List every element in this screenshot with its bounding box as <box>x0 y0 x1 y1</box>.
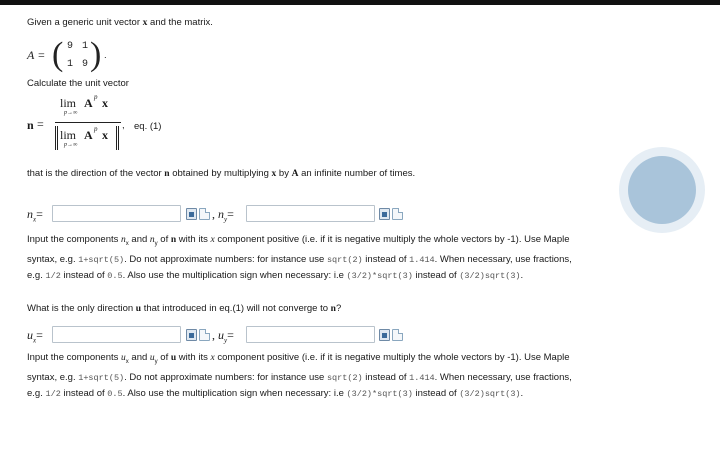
nx-letter: n <box>27 207 33 221</box>
vector-x-symbol: x <box>142 18 148 28</box>
matrix-cell: 1 <box>67 59 74 70</box>
ux-sub: x <box>33 336 37 345</box>
uy-label <box>212 328 234 344</box>
vector-x-symbol: x <box>271 169 277 179</box>
left-paren: ( <box>52 36 64 73</box>
equation-1 <box>27 93 227 159</box>
preview-icon[interactable] <box>199 208 210 220</box>
ny-input[interactable] <box>246 205 375 222</box>
ny-letter: n <box>218 207 224 221</box>
preview-icon[interactable] <box>392 208 403 220</box>
ux-equals: = <box>36 328 43 342</box>
uy-sub: y <box>224 336 228 345</box>
vector-x-num: x <box>102 96 108 110</box>
fraction-bar <box>55 122 121 123</box>
instr-line: Input the components $n_x$ and $n_y$ of n with its x component positive (i.e. if it is negative multiply the whole vectors by -1). Use Maple <box>27 234 570 247</box>
eq-comma: , <box>122 120 125 131</box>
intro-line <box>27 17 213 28</box>
equation-editor-icon[interactable] <box>379 329 390 341</box>
uy-equals: = <box>227 328 234 342</box>
matrix-a-num: A <box>84 96 93 110</box>
task-text: Calculate the unit vector <box>27 78 129 89</box>
matrix-equals: = <box>38 48 45 62</box>
equation-editor-icon[interactable] <box>379 208 390 220</box>
top-bar <box>0 0 720 5</box>
matrix-cell: 9 <box>82 59 89 70</box>
matrix-name: A <box>27 48 35 62</box>
instr-line: syntax, e.g. 1+sqrt(5). Do not approximate numbers: for instance use sqrt(2) instead of 1.414. When necessary, use fractions, <box>27 371 572 383</box>
ny-sub: y <box>224 215 228 224</box>
limit-sub-num: p→∞ <box>64 110 78 116</box>
equation-editor-icon[interactable] <box>186 329 197 341</box>
power-p-num: p <box>94 93 98 101</box>
help-circle-inner[interactable] <box>628 156 696 224</box>
matrix-period: . <box>104 50 107 61</box>
q2-text: What is the only direction <box>27 303 136 314</box>
q2-text: ? <box>335 303 342 314</box>
instructions-block-2 <box>27 350 677 402</box>
instr-line: e.g. 1/2 instead of 0.5. Also use the multiplication sign when necessary: i.e (3/2)*sqrt(3) instead of (3/2)sqrt(3). <box>27 269 524 281</box>
eq-lhs-n: n <box>27 118 34 132</box>
question-2 <box>27 303 341 314</box>
nx-input[interactable] <box>52 205 181 222</box>
dir-text: that is the direction of the vector <box>27 168 165 179</box>
intro-text: Given a generic unit vector <box>27 17 143 28</box>
matrix-cell: 9 <box>67 41 74 52</box>
uy-input[interactable] <box>246 326 375 343</box>
matrix-a-den: A <box>84 128 93 142</box>
nx-equals: = <box>36 207 43 221</box>
lim-num: lim <box>60 96 77 110</box>
ux-letter: u <box>27 328 33 342</box>
uy-sep: , <box>212 328 218 342</box>
ny-sep: , <box>212 207 218 221</box>
power-p-den: p <box>94 125 98 133</box>
dir-text: an infinite number of times. <box>298 168 416 179</box>
instructions-block-1 <box>27 232 677 284</box>
instr-line: syntax, e.g. 1+sqrt(5). Do not approximate numbers: for instance use sqrt(2) instead of 1.414. When necessary, use fractions, <box>27 253 572 265</box>
nx-label <box>27 207 43 223</box>
ux-input[interactable] <box>52 326 181 343</box>
preview-icon[interactable] <box>392 329 403 341</box>
dir-text: obtained by multiplying <box>169 168 272 179</box>
matrix-cell: 1 <box>82 41 89 52</box>
matrix-a-symbol: A <box>291 169 299 179</box>
ny-label <box>212 207 234 223</box>
ux-label <box>27 328 43 344</box>
lim-den: lim <box>60 128 77 142</box>
dir-text: by <box>276 168 292 179</box>
equation-editor-icon[interactable] <box>186 208 197 220</box>
instr-line: e.g. 1/2 instead of 0.5. Also use the multiplication sign when necessary: i.e (3/2)*sqrt(3) instead of (3/2)sqrt(3). <box>27 387 524 399</box>
preview-icon[interactable] <box>199 329 210 341</box>
uy-letter: u <box>218 328 224 342</box>
vector-u-symbol: u <box>135 304 142 314</box>
matrix-definition <box>27 38 127 78</box>
q2-text: that introduced in eq.(1) will not converge to <box>141 303 331 314</box>
limit-sub-den: p→∞ <box>64 142 78 148</box>
instr-line: Input the components $u_x$ and $u_y$ of u with its x component positive (i.e. if it is negative multiply the whole vectors by -1). Use Maple <box>27 352 570 365</box>
ny-equals: = <box>227 207 234 221</box>
vector-n-symbol: n <box>330 304 336 314</box>
intro-text-end: and the matrix. <box>147 17 213 28</box>
direction-sentence <box>27 168 415 179</box>
vector-x-den: x <box>102 128 108 142</box>
eq-label: eq. (1) <box>134 121 162 132</box>
nx-sub: x <box>33 215 37 224</box>
eq-equals: = <box>37 117 44 131</box>
vector-n-symbol: n <box>164 169 170 179</box>
right-paren: ) <box>90 36 102 73</box>
